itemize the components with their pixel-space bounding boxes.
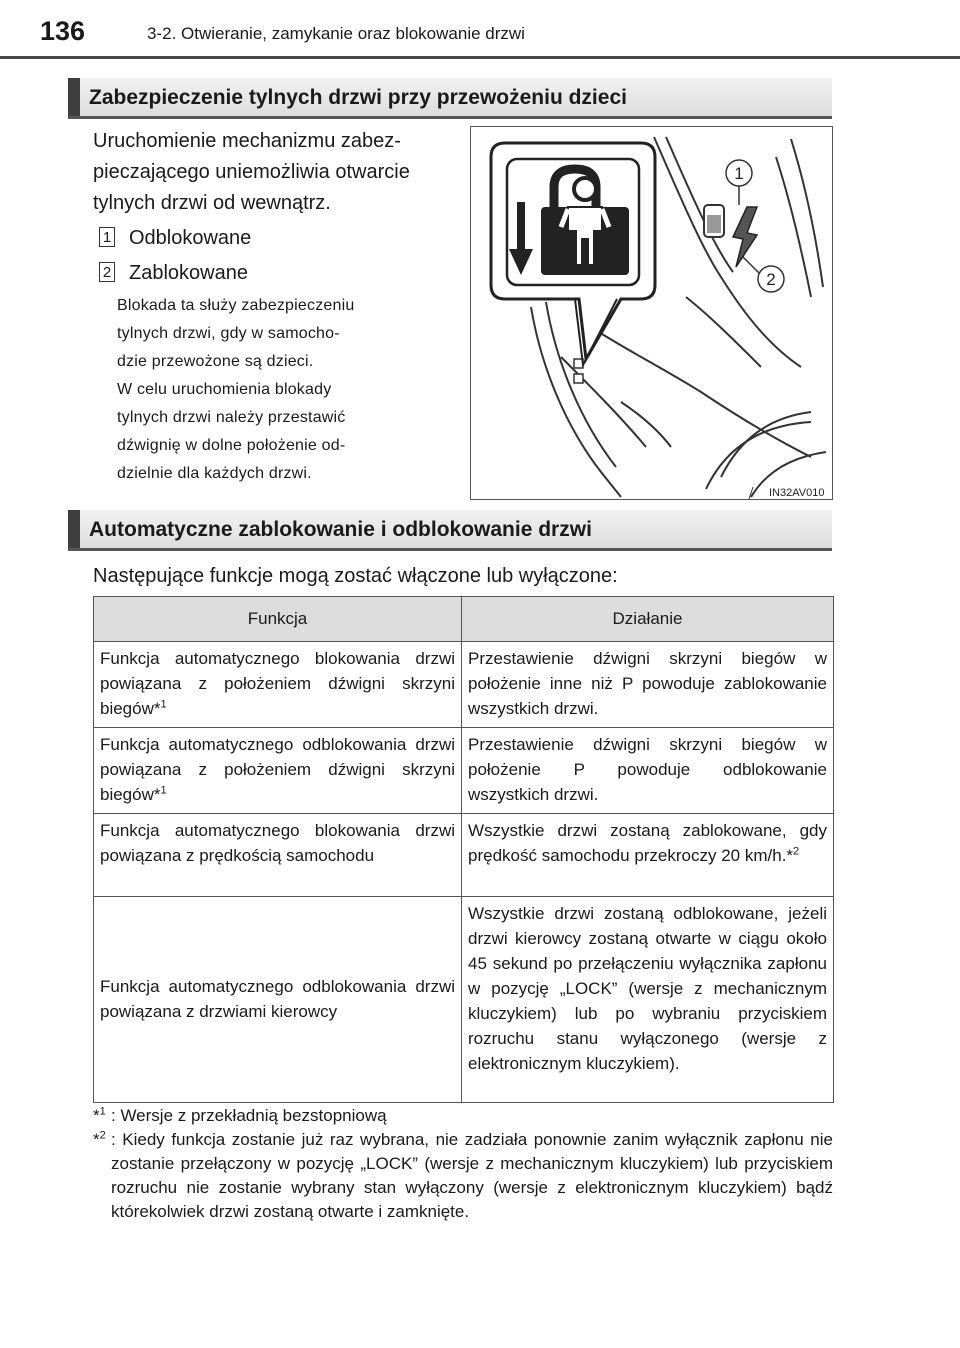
intro-line: pieczającego uniemożliwia otwarcie <box>93 161 410 183</box>
list-item-unlocked <box>99 226 251 250</box>
running-head: 3-2. Otwieranie, zamykanie oraz blokowanie drzwi <box>147 24 525 43</box>
footnote-mark: *$^2$ <box>93 1129 106 1149</box>
footnote-text: : Kiedy funkcja zostanie już raz wybrana, nie zadziała ponownie zanim wyłącznik zapłonu nie zostanie przełączony w pozycję „LOCK” (wersje z mechanicznym kluczykiem) lub przyciskiem rozruchu nie zostanie wybrany stan wyłączony (wersje z elektronicznym kluczykiem) bądź którekolwiek drzwi zostaną otwarte i zamknięte. <box>111 1130 833 1221</box>
figure-code: IN32AV010 <box>769 487 825 499</box>
number-badge: 2 <box>99 262 115 282</box>
table-row <box>94 728 834 814</box>
intro-line: tylnych drzwi od wewnątrz. <box>93 192 331 214</box>
header-rule <box>0 56 960 59</box>
function-cell: Funkcja automatycznego blokowania drzwi powiązana z prędkością samochodu <box>94 814 462 897</box>
footnote-2 <box>93 1128 833 1224</box>
function-cell: Funkcja automatycznego blokowania drzwi powiązana z położeniem dźwigni skrzyni biegów*$^1$ <box>94 642 462 728</box>
action-cell: Przestawienie dźwigni skrzyni biegów w położenie P powoduje odblokowanie wszystkich drzwi. <box>462 728 834 814</box>
section-title: Zabezpieczenie tylnych drzwi przy przewożeniu dzieci <box>89 86 627 109</box>
footnote-text: : Wersje z przekładnią bezstopniową <box>111 1106 387 1125</box>
action-cell: Wszystkie drzwi zostaną zablokowane, gdy prędkość samochodu przekroczy 20 km/h.*$^2$ <box>462 814 834 897</box>
section-heading-bar <box>68 510 80 548</box>
function-cell: Funkcja automatycznego odblokowania drzwi powiązana z drzwiami kierowcy <box>94 897 462 1103</box>
list-item-label: Zablokowane <box>129 262 248 284</box>
table-row <box>94 642 834 728</box>
child-lock-icon <box>507 159 639 285</box>
note-line: dzie przewożone są dzieci. <box>117 353 314 370</box>
action-cell: Przestawienie dźwigni skrzyni biegów w położenie inne niż P powoduje zablokowanie wszystkich drzwi. <box>462 642 834 728</box>
intro-paragraph <box>93 126 455 219</box>
door-illustration <box>471 127 833 500</box>
note-paragraph <box>117 292 449 488</box>
function-table <box>93 596 834 1103</box>
action-cell: Wszystkie drzwi zostaną odblokowane, jeżeli drzwi kierowcy zostaną otwarte w ciągu około 45 sekund po przełączeniu wyłącznika zapłonu w pozycję „LOCK” (wersje z mechanicznym kluczykiem) lub po wybraniu przyciskiem rozruchu stanu wyłączonego (wersje z elektronicznym kluczykiem). <box>462 897 834 1103</box>
number-badge: 1 <box>99 227 115 247</box>
section-title: Automatyczne zablokowanie i odblokowanie drzwi <box>89 518 592 541</box>
page-number: 136 <box>40 16 86 46</box>
callout-1-number: 1 <box>734 164 744 183</box>
callout-2-number: 2 <box>766 270 776 289</box>
table-lead-text: Następujące funkcje mogą zostać włączone lub wyłączone: <box>93 565 618 587</box>
note-line: tylnych drzwi, gdy w samocho- <box>117 325 340 342</box>
column-header-action: Działanie <box>462 597 834 642</box>
intro-line: Uruchomienie mechanizmu zabez- <box>93 130 401 152</box>
child-lock-illustration <box>470 126 833 500</box>
section-heading-auto-lock <box>68 510 832 551</box>
section-heading-bar <box>68 78 80 116</box>
note-line: W celu uruchomienia blokady <box>117 381 332 398</box>
list-item-label: Odblokowane <box>129 227 252 249</box>
note-line: dzielnie dla każdych drzwi. <box>117 465 312 482</box>
note-line: tylnych drzwi należy przestawić <box>117 409 346 426</box>
list-item-locked <box>99 261 248 285</box>
footnote-1 <box>93 1104 833 1128</box>
column-header-function: Funkcja <box>94 597 462 642</box>
table-header-row <box>94 597 834 642</box>
table-row <box>94 814 834 897</box>
function-cell: Funkcja automatycznego odblokowania drzwi powiązana z położeniem dźwigni skrzyni biegów*$^1$ <box>94 728 462 814</box>
table-row <box>94 897 834 1103</box>
note-line: Blokada ta służy zabezpieczeniu <box>117 297 355 314</box>
note-line: dźwignię w dolne położenie od- <box>117 437 346 454</box>
footnote-mark: *$^1$ <box>93 1105 106 1125</box>
section-heading-child-lock <box>68 78 832 119</box>
